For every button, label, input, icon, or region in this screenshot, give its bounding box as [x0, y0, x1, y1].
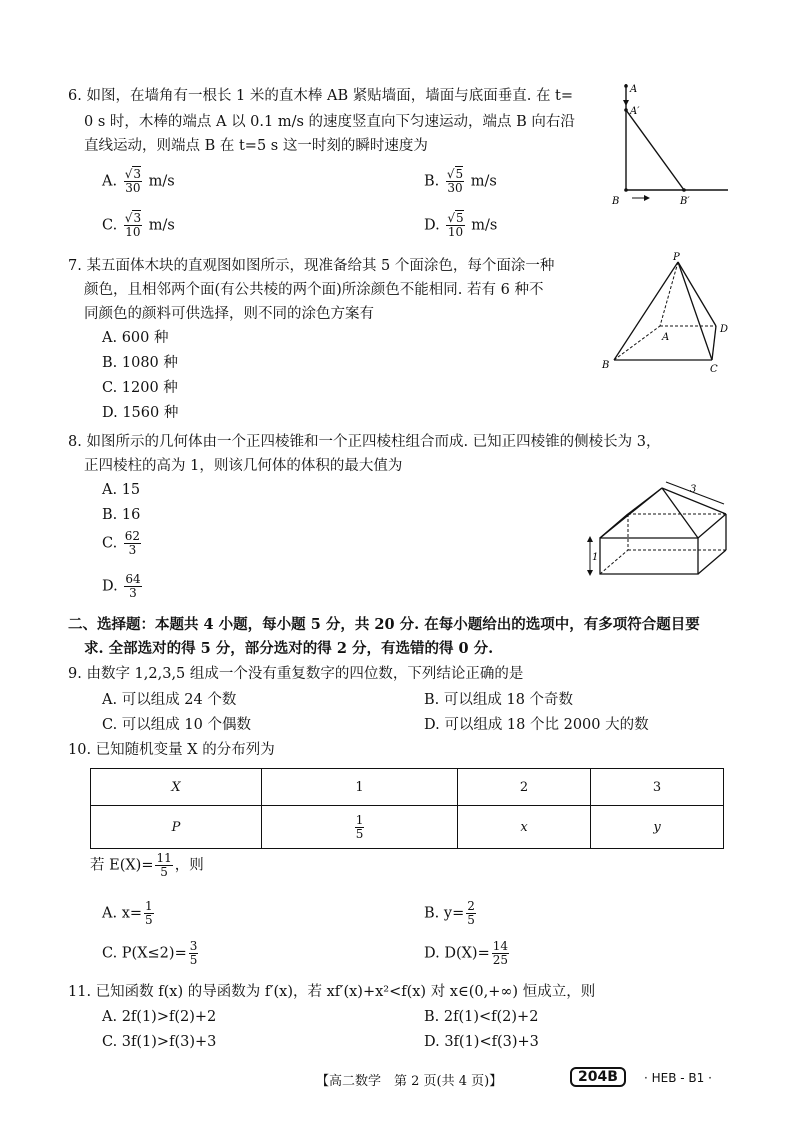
q8-line1: 8. 如图所示的几何体由一个正四棱锥和一个正四棱柱组合而成. 已知正四棱锥的侧棱长为 3， [68, 434, 661, 450]
q10-option-d: D. D(X)= $\frac{14}{25}$ [424, 939, 509, 967]
q6-ladder-figure [600, 78, 730, 218]
fig7-label-c: C [710, 364, 718, 375]
q11-stem: 11. 已知函数 f(x) 的导函数为 f′(x)，若 xf′(x)+x²<f(x) 对 x∈(0,+∞) 恒成立，则 [68, 984, 596, 1000]
q7-line1: 7. 某五面体木块的直观图如图所示，现准备给其 5 个面涂色，每个面涂一种 [68, 258, 555, 274]
table-cell: x [458, 806, 591, 849]
q7-line2: 颜色，且相邻两个面(有公共棱的两个面)所涂颜色不能相同. 若有 6 种不 [84, 282, 544, 298]
table-row [91, 806, 724, 849]
table-cell: $\frac{1}{5}$ [262, 806, 458, 849]
q7-option-b: B. 1080 种 [102, 355, 178, 371]
q11-option-b: B. 2f(1)<f(2)+2 [424, 1009, 539, 1025]
fig7-label-a: A [662, 332, 670, 343]
q7-line3: 同颜色的颜料可供选择，则不同的涂色方案有 [84, 306, 374, 322]
table-cell: P [91, 806, 262, 849]
q11-option-c: C. 3f(1)>f(3)+3 [102, 1034, 217, 1050]
section2-line2: 求. 全部选对的得 5 分，部分选对的得 2 分，有选错的得 0 分. [84, 640, 494, 657]
q9-option-d: D. 可以组成 18 个比 2000 大的数 [424, 717, 649, 733]
fig7-label-b: B [602, 360, 610, 371]
table-cell: X [91, 769, 262, 806]
q10-given: 若 E(X)= $\frac{11}{5}$ ，则 [90, 851, 204, 879]
q10-stem: 10. 已知随机变量 X 的分布列为 [68, 742, 275, 758]
q6-line2: 0 s 时，木棒的端点 A 以 0.1 m/s 的速度竖直向下匀速运动，端点 B 向右沿 [84, 114, 575, 130]
q7-pentahedron-figure [600, 250, 740, 375]
section2-line1: 二、选择题：本题共 4 小题，每小题 5 分，共 20 分. 在每小题给出的选项中，有多项符合题目要 [68, 616, 700, 633]
fig6-label-a2: A′ [630, 106, 640, 117]
q6-line3: 直线运动，则端点 B 在 t=5 s 这一时刻的瞬时速度为 [84, 138, 428, 154]
q9-stem: 9. 由数字 1,2,3,5 组成一个没有重复数字的四位数，下列结论正确的是 [68, 666, 524, 682]
q8-solid-figure [580, 478, 730, 580]
q6-option-b: B. $\frac{√5}{30}$ m/s [424, 167, 497, 195]
q6-option-a: A. $\frac{√3}{30}$ m/s [102, 167, 175, 195]
fig8-height-label: 1 [592, 552, 599, 563]
table-cell: 2 [458, 769, 591, 806]
q10-option-c: C. P(X≤2)= $\frac{3}{5}$ [102, 939, 198, 967]
q8-option-d: D. $\frac{64}{3}$ [102, 572, 141, 600]
q11-option-a: A. 2f(1)>f(2)+2 [102, 1009, 217, 1025]
q6-option-c: C. $\frac{√3}{10}$ m/s [102, 211, 175, 239]
footer-series: · HEB - B1 · [644, 1071, 712, 1085]
q8-line2: 正四棱柱的高为 1，则该几何体的体积的最大值为 [84, 458, 403, 474]
fig6-label-b: B [612, 196, 620, 207]
fig6-label-a: A [630, 84, 638, 95]
q7-option-a: A. 600 种 [102, 330, 169, 346]
q10-option-a: A. x= $\frac{1}{5}$ [102, 899, 153, 927]
q8-option-b: B. 16 [102, 507, 141, 523]
q6-option-d: D. $\frac{√5}{10}$ m/s [424, 211, 498, 239]
q11-option-d: D. 3f(1)<f(3)+3 [424, 1034, 539, 1050]
q7-option-c: C. 1200 种 [102, 380, 178, 396]
fig7-label-p: P [673, 252, 680, 263]
q9-option-c: C. 可以组成 10 个偶数 [102, 717, 251, 733]
q9-option-a: A. 可以组成 24 个数 [102, 692, 237, 708]
q8-option-a: A. 15 [102, 482, 141, 498]
fig6-label-b2: B′ [680, 196, 690, 207]
fig7-label-d: D [720, 324, 729, 335]
footer-code: 204B [570, 1067, 626, 1087]
table-cell: 1 [262, 769, 458, 806]
table-cell: 3 [591, 769, 724, 806]
q7-option-d: D. 1560 种 [102, 405, 179, 421]
fig8-edge-label: 3 [690, 484, 697, 495]
footer-page-info: 【高二数学 第 2 页(共 4 页)】 [316, 1074, 503, 1089]
q6-line1: 6. 如图，在墙角有一根长 1 米的直木棒 AB 紧贴墙面，墙面与底面垂直. 在 t= [68, 88, 574, 104]
q10-option-b: B. y= $\frac{2}{5}$ [424, 899, 475, 927]
distribution-table [90, 768, 724, 849]
table-cell: y [591, 806, 724, 849]
table-row [91, 769, 724, 806]
q8-option-c: C. $\frac{62}{3}$ [102, 529, 141, 557]
q9-option-b: B. 可以组成 18 个奇数 [424, 692, 574, 708]
